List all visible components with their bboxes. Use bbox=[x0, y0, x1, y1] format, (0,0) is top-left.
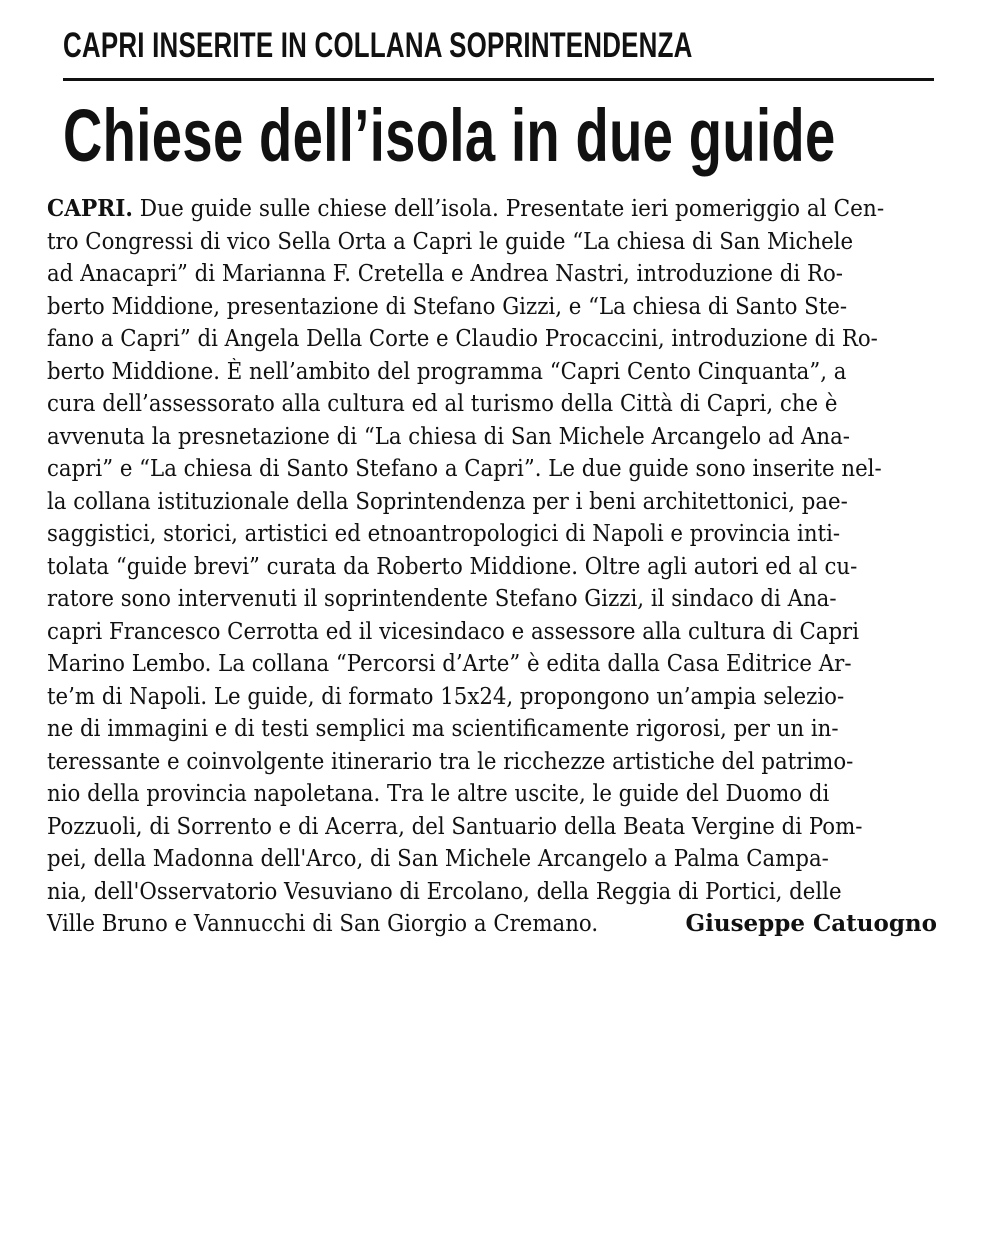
body-line: tro Congressi di vico Sella Orta a Capri le guide “La chiesa di San Michele bbox=[47, 228, 854, 255]
kicker-rule bbox=[63, 78, 934, 81]
body-line: capri Francesco Cerrotta ed il vicesindaco e assessore alla cultura di Capri bbox=[47, 618, 860, 645]
body-line: te’m di Napoli. Le guide, di formato 15x24, propongono un’ampia selezio- bbox=[47, 683, 845, 710]
body-line: Pozzuoli, di Sorrento e di Acerra, del Santuario della Beata Vergine di Pom- bbox=[47, 813, 863, 840]
article-body bbox=[47, 193, 937, 941]
body-line: ne di immagini e di testi semplici ma scientificamente rigorosi, per un in- bbox=[47, 716, 839, 742]
body-line: nio della provincia napoletana. Tra le altre uscite, le guide del Duomo di bbox=[47, 781, 830, 807]
body-line: Marino Lembo. La collana “Percorsi d’Arte” è edita dalla Casa Editrice Ar- bbox=[47, 651, 852, 677]
body-line: capri” e “La chiesa di Santo Stefano a Capri”. Le due guide sono inserite nel- bbox=[47, 456, 882, 482]
body-line: saggistici, storici, artistici ed etnoantropologici di Napoli e provincia inti- bbox=[47, 521, 841, 547]
body-line: pei, della Madonna dell'Arco, di San Michele Arcangelo a Palma Campa- bbox=[47, 846, 829, 872]
body-line: tolata “guide brevi” curata da Roberto Middione. Oltre agli autori ed al cu- bbox=[47, 553, 858, 580]
body-line bbox=[47, 193, 884, 226]
body-line: nia, dell'Osservatorio Vesuviano di Ercolano, della Reggia di Portici, delle bbox=[47, 878, 842, 905]
body-line: fano a Capri” di Angela Della Corte e Claudio Procaccini, introduzione di Ro- bbox=[47, 326, 878, 352]
body-last-row bbox=[47, 908, 937, 941]
body-line: Ville Bruno e Vannucchi di San Giorgio a Cremano. bbox=[47, 911, 599, 937]
body-line-text: Due guide sulle chiese dell’isola. Presentate ieri pomeriggio al Cen- bbox=[132, 196, 885, 222]
dateline: CAPRI. bbox=[47, 195, 133, 222]
byline: Giuseppe Catuogno bbox=[685, 910, 937, 937]
body-line: la collana istituzionale della Soprintendenza per i beni architettonici, pae- bbox=[47, 488, 848, 515]
kicker: CAPRI INSERITE IN COLLANA SOPRINTENDENZA bbox=[63, 26, 693, 65]
headline: Chiese dell’isola in due guide bbox=[63, 94, 836, 177]
body-line: avvenuta la presnetazione di “La chiesa di San Michele Arcangelo ad Ana- bbox=[47, 423, 850, 450]
body-line: berto Middione, presentazione di Stefano Gizzi, e “La chiesa di Santo Ste- bbox=[47, 293, 848, 320]
body-line: cura dell’assessorato alla cultura ed al turismo della Città di Capri, che è bbox=[47, 391, 838, 417]
newspaper-clipping bbox=[47, 22, 937, 941]
body-line: berto Middione. È nell’ambito del programma “Capri Cento Cinquanta”, a bbox=[47, 358, 847, 385]
body-line: ad Anacapri” di Marianna F. Cretella e Andrea Nastri, introduzione di Ro- bbox=[47, 261, 843, 287]
body-line: teressante e coinvolgente itinerario tra le ricchezze artistiche del patrimo- bbox=[47, 748, 854, 775]
body-line: ratore sono intervenuti il soprintendente Stefano Gizzi, il sindaco di Ana- bbox=[47, 586, 837, 612]
